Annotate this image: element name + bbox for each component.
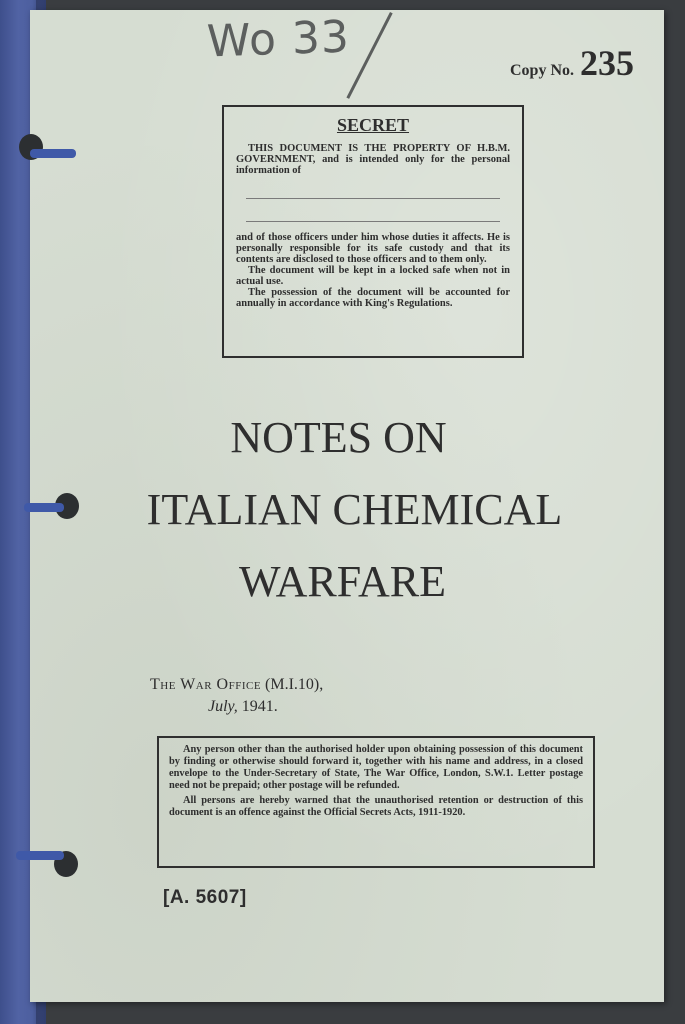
secret-notice-box <box>222 105 524 358</box>
copy-number-label: Copy No. <box>510 62 575 79</box>
copy-number-value: 235 <box>580 43 634 83</box>
secret-paragraph-3: The document will be kept in a locked safe when not in actual use. <box>236 265 510 287</box>
document-reference-code: [A. 5607] <box>163 887 247 908</box>
office-name: The War Office <box>150 676 262 693</box>
secret-paragraph-2: and of those officers under him whose duties it affects. He is personally responsible for its safe custody and that its contents are disclosed to those officers and to them only. <box>236 232 510 265</box>
binding-string-bottom <box>16 851 64 860</box>
warning-paragraph-2: All persons are hereby warned that the unauthorised retention or destruction of this document is an offence against the Official Secrets Acts, 1911-1920. <box>169 795 583 818</box>
recipient-blank-line-1 <box>246 180 500 199</box>
secret-paragraph-1: THIS DOCUMENT IS THE PROPERTY OF H.B.M. GOVERNMENT, and is intended only for the personal information of <box>236 143 510 176</box>
secret-paragraph-4: The possession of the document will be accounted for annually in accordance with King's Regulations. <box>236 287 510 309</box>
recipient-blank-line-2 <box>246 203 500 222</box>
office-branch: (M.I.10), <box>265 676 324 693</box>
title-line-2: ITALIAN CHEMICAL <box>146 485 563 534</box>
issue-month: July, <box>208 698 238 715</box>
issuing-office <box>150 676 323 694</box>
title-line-1: NOTES ON <box>230 413 447 462</box>
official-secrets-warning-box <box>157 736 595 868</box>
issue-date <box>208 698 278 716</box>
issue-year: 1941. <box>241 698 278 715</box>
handwritten-reference: Wo 33 <box>206 11 351 68</box>
title-line-3: WARFARE <box>239 557 446 606</box>
binding-string-top <box>30 149 76 158</box>
warning-paragraph-1: Any person other than the authorised holder upon obtaining possession of this document by finding or otherwise should forward it, together with his name and address, in a closed envelope to the Under-Secretary of State, The War Office, London, S.W.1. Letter postage need not be prepaid; other postage will be refunded. <box>169 744 583 791</box>
secret-heading: SECRET <box>336 115 410 135</box>
